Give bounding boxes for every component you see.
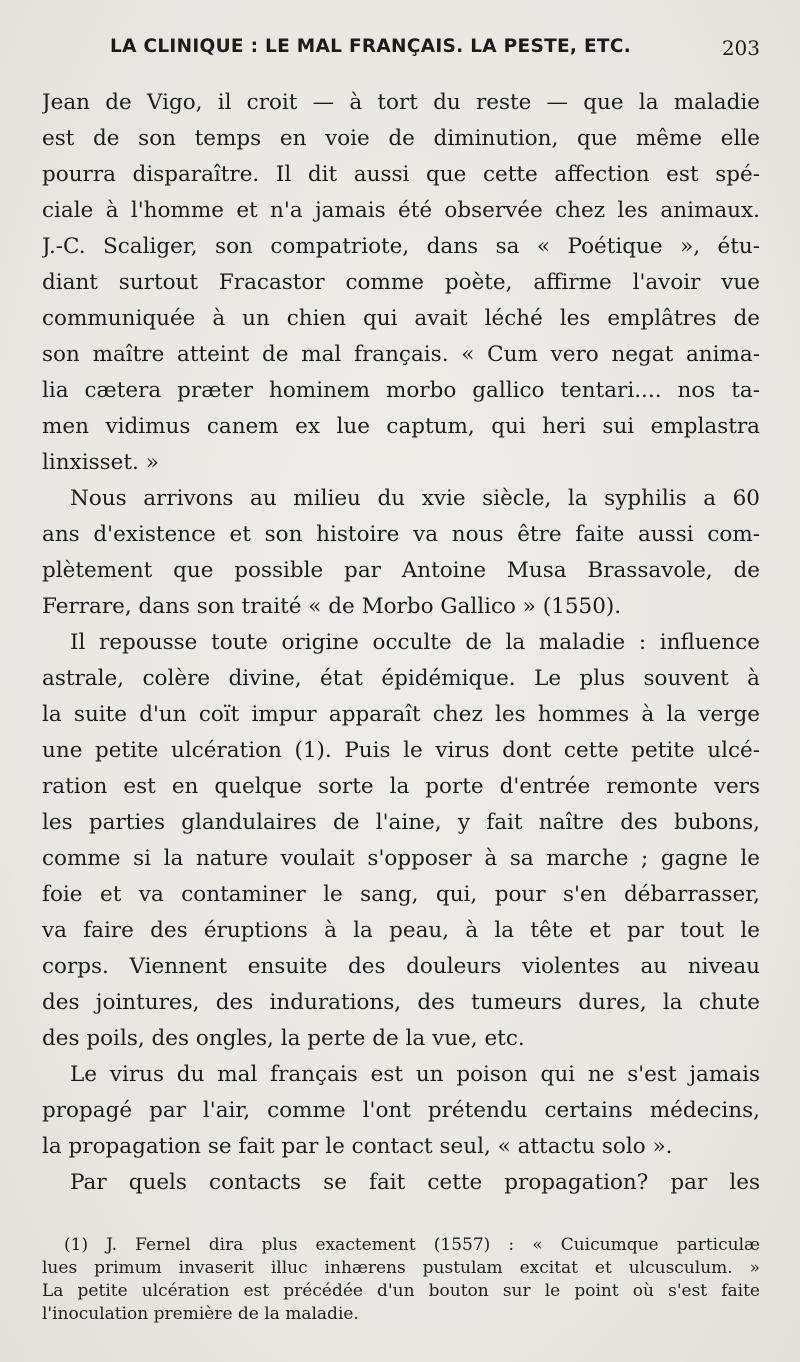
body-line: ans d'existence et son histoire va nous être faite aussi com- xyxy=(42,522,760,547)
body-line: son maître atteint de mal français. « Cum vero negat anima- xyxy=(42,342,760,367)
body-text xyxy=(42,88,760,1204)
body-line: foie et va contaminer le sang, qui, pour s'en débarrasser, xyxy=(42,882,760,907)
body-line: propagé par l'air, comme l'ont prétendu certains médecins, xyxy=(42,1098,760,1123)
body-line: des jointures, des indurations, des tumeurs dures, la chute xyxy=(42,990,760,1015)
footnote-line: lues primum invaserit illuc inhærens pustulam excitat et ulcusculum. » xyxy=(42,1258,760,1278)
body-line: ration est en quelque sorte la porte d'entrée remonte vers xyxy=(42,774,760,799)
body-line: ciale à l'homme et n'a jamais été observée chez les animaux. xyxy=(42,198,760,223)
footnotes xyxy=(42,1235,760,1327)
body-line: linxisset. » xyxy=(42,450,159,475)
body-line: Jean de Vigo, il croit — à tort du reste — que la maladie xyxy=(42,90,760,115)
body-line: va faire des éruptions à la peau, à la tête et par tout le xyxy=(42,918,760,943)
body-line: est de son temps en voie de diminution, que même elle xyxy=(42,126,760,151)
body-line: communiquée à un chien qui avait léché les emplâtres de xyxy=(42,306,760,331)
body-line: pourra disparaître. Il dit aussi que cette affection est spé- xyxy=(42,162,760,187)
body-line: les parties glandulaires de l'aine, y fait naître des bubons, xyxy=(42,810,760,835)
running-header xyxy=(110,36,760,62)
body-line: astrale, colère divine, état épidémique. Le plus souvent à xyxy=(42,666,760,691)
body-line: la suite d'un coït impur apparaît chez les hommes à la verge xyxy=(42,702,760,727)
body-line: Ferrare, dans son traité « de Morbo Gallico » (1550). xyxy=(42,594,622,619)
body-line: plètement que possible par Antoine Musa Brassavole, de xyxy=(42,558,760,583)
running-title: LA CLINIQUE : LE MAL FRANÇAIS. LA PESTE, ETC. xyxy=(110,36,632,57)
footnote-line: (1) J. Fernel dira plus exactement (1557) : « Cuicumque particulæ xyxy=(64,1235,760,1255)
body-line: la propagation se fait par le contact seul, « attactu solo ». xyxy=(42,1134,673,1159)
body-line: une petite ulcération (1). Puis le virus dont cette petite ulcé- xyxy=(42,738,760,763)
body-line: Il repousse toute origine occulte de la maladie : influence xyxy=(70,630,760,655)
body-line: lia cætera præter hominem morbo gallico tentari.... nos ta- xyxy=(42,378,760,403)
body-line: diant surtout Fracastor comme poète, affirme l'avoir vue xyxy=(42,270,760,295)
body-line: Le virus du mal français est un poison qui ne s'est jamais xyxy=(70,1062,760,1087)
body-line: comme si la nature voulait s'opposer à sa marche ; gagne le xyxy=(42,846,760,871)
body-line: J.-C. Scaliger, son compatriote, dans sa « Poétique », étu- xyxy=(42,234,760,259)
body-line: Nous arrivons au milieu du xvie siècle, la syphilis a 60 xyxy=(70,486,760,511)
body-line: corps. Viennent ensuite des douleurs violentes au niveau xyxy=(42,954,760,979)
body-line: men vidimus canem ex lue captum, qui heri sui emplastra xyxy=(42,414,760,439)
footnote-line: La petite ulcération est précédée d'un bouton sur le point où s'est faite xyxy=(42,1281,760,1301)
body-line: Par quels contacts se fait cette propagation? par les xyxy=(70,1170,760,1195)
body-line: des poils, des ongles, la perte de la vue, etc. xyxy=(42,1026,525,1051)
page-number: 203 xyxy=(721,36,760,60)
footnote-line: l'inoculation première de la maladie. xyxy=(42,1304,359,1324)
